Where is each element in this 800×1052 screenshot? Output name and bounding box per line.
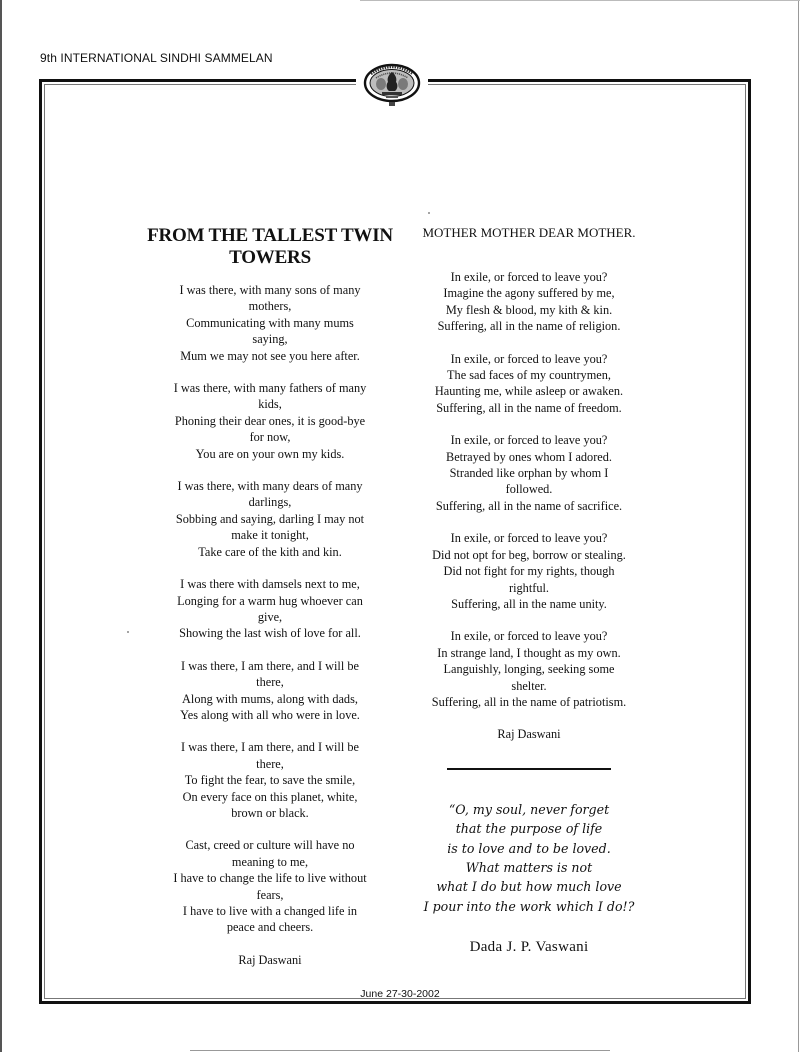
verse-line: Communicating with many mums [186,315,354,330]
event-date-footer: June 27-30-2002 [360,988,440,1000]
verse-line: Imagine the agony suffered by me, [443,286,615,301]
quote-line: that the purpose of life [455,821,603,837]
verse-line: In strange land, I thought as my own. [437,645,621,660]
stanza [412,530,646,612]
poem-author: Raj Daswani [238,952,302,967]
verse-line: Suffering, all in the name of freedom. [436,400,622,415]
poem-title-line: FROM THE TALLEST TWIN [147,225,393,246]
verse-line: Take care of the kith and kin. [198,544,342,559]
quote-line: I pour into the work which I do!? [423,898,635,914]
verse-line: peace and cheers. [226,920,314,935]
top-scan-line [360,0,800,1]
verse-line: followed. [505,482,553,497]
stanza [412,351,646,417]
verse-line: Languishly, longing, seeking some [443,662,615,677]
verse-line: Suffering, all in the name of religion. [437,319,621,334]
stanza [140,380,400,462]
verse-line: In exile, or forced to leave you? [450,433,608,448]
scan-speck [127,631,129,633]
stanza [412,269,646,335]
quote-line: “O, my soul, never forget [448,801,610,817]
bottom-scan-line [190,1050,610,1051]
verse-line: Betrayed by ones whom I adored. [446,449,612,464]
verse-line: Stranded like orphan by whom I [449,466,609,481]
stanza [140,282,400,364]
verse-line: In exile, or forced to leave you? [450,351,608,366]
verse-line: shelter. [511,678,547,693]
verse-line: My flesh & blood, my kith & kin. [445,302,613,317]
verse-line: meaning to me, [231,854,309,869]
verse-line: Sobbing and saying, darling I may not [175,511,365,526]
verse-line: Longing for a warm hug whoever can [177,593,363,608]
poem-mother-dear-mother [412,225,646,956]
poem-author: Raj Daswani [497,727,561,742]
verse-line: I was there, with many fathers of many [173,381,367,396]
verse-line: Suffering, all in the name of sacrifice. [435,498,623,513]
verse-line: there, [256,675,284,690]
quote-block [412,800,646,916]
verse-line: Cast, creed or culture will have no [185,838,355,853]
stanza [140,576,400,642]
verse-line: give, [257,609,283,624]
publication-header: 9th INTERNATIONAL SINDHI SAMMELAN [40,51,273,65]
poem-title: MOTHER MOTHER DEAR MOTHER. [422,225,636,240]
stanza [140,739,400,821]
poem-title-line: TOWERS [229,247,311,268]
verse-line: Phoning their dear ones, it is good-bye [174,413,366,428]
quote-line: is to love and to be loved. [447,840,611,856]
poem-title [140,225,400,269]
verse-line: Suffering, all in the name unity. [451,596,607,611]
stanza [412,432,646,514]
verse-line: I was there, with many dears of many [177,479,363,494]
stanza [140,658,400,724]
verse-line: kids, [258,397,282,412]
stanza [412,628,646,710]
verse-line: I was there, I am there, and I will be [181,658,359,673]
verse-line: saying, [252,332,288,347]
verse-line: You are on your own my kids. [195,446,345,461]
verse-line: I was there, I am there, and I will be [181,740,359,755]
verse-line: I was there, with many sons of many [179,283,361,297]
emblem-seal-icon [362,62,422,108]
quote-line: what I do but how much love [436,879,622,895]
quote-author: Dada J. P. Vaswani [469,939,589,956]
verse-line: for now, [249,430,291,445]
quote-line: What matters is not [465,859,593,875]
verse-line: Yes along with all who were in love. [180,707,360,722]
verse-line: In exile, or forced to leave you? [450,629,608,644]
page-scan-edge-left [0,0,2,1052]
verse-line: Did not opt for beg, borrow or stealing. [432,547,626,562]
verse-line: In exile, or forced to leave you? [450,270,608,284]
scan-speck [428,212,430,214]
verse-line: Haunting me, while asleep or awaken. [434,384,624,399]
verse-line: Mum we may not see you here after. [180,348,360,363]
sammelan-logo [356,62,428,108]
poem-twin-towers [140,225,400,968]
verse-line: rightful. [509,580,549,595]
verse-line: In exile, or forced to leave you? [450,531,608,546]
stanza [140,478,400,560]
verse-line: To fight the fear, to save the smile, [184,773,356,788]
verse-line: On every face on this planet, white, [182,789,358,804]
section-divider [447,768,611,770]
verse-line: I have to change the life to live without [173,871,367,886]
stanza [140,837,400,935]
verse-line: Showing the last wish of love for all. [179,626,361,641]
verse-line: mothers, [248,299,292,314]
verse-line: Along with mums, along with dads, [182,691,358,706]
verse-line: I was there with damsels next to me, [180,577,360,592]
verse-line: fears, [256,887,284,902]
verse-line: darlings, [248,495,292,510]
verse-line: The sad faces of my countrymen, [447,368,611,383]
verse-line: Suffering, all in the name of patriotism. [431,694,627,709]
verse-line: I have to live with a changed life in [182,904,358,918]
verse-line: brown or black. [231,805,309,820]
page-scan-edge-right [798,0,799,1052]
verse-line: there, [256,756,284,771]
verse-line: make it tonight, [231,528,309,543]
verse-line: Did not fight for my rights, though [443,564,615,579]
